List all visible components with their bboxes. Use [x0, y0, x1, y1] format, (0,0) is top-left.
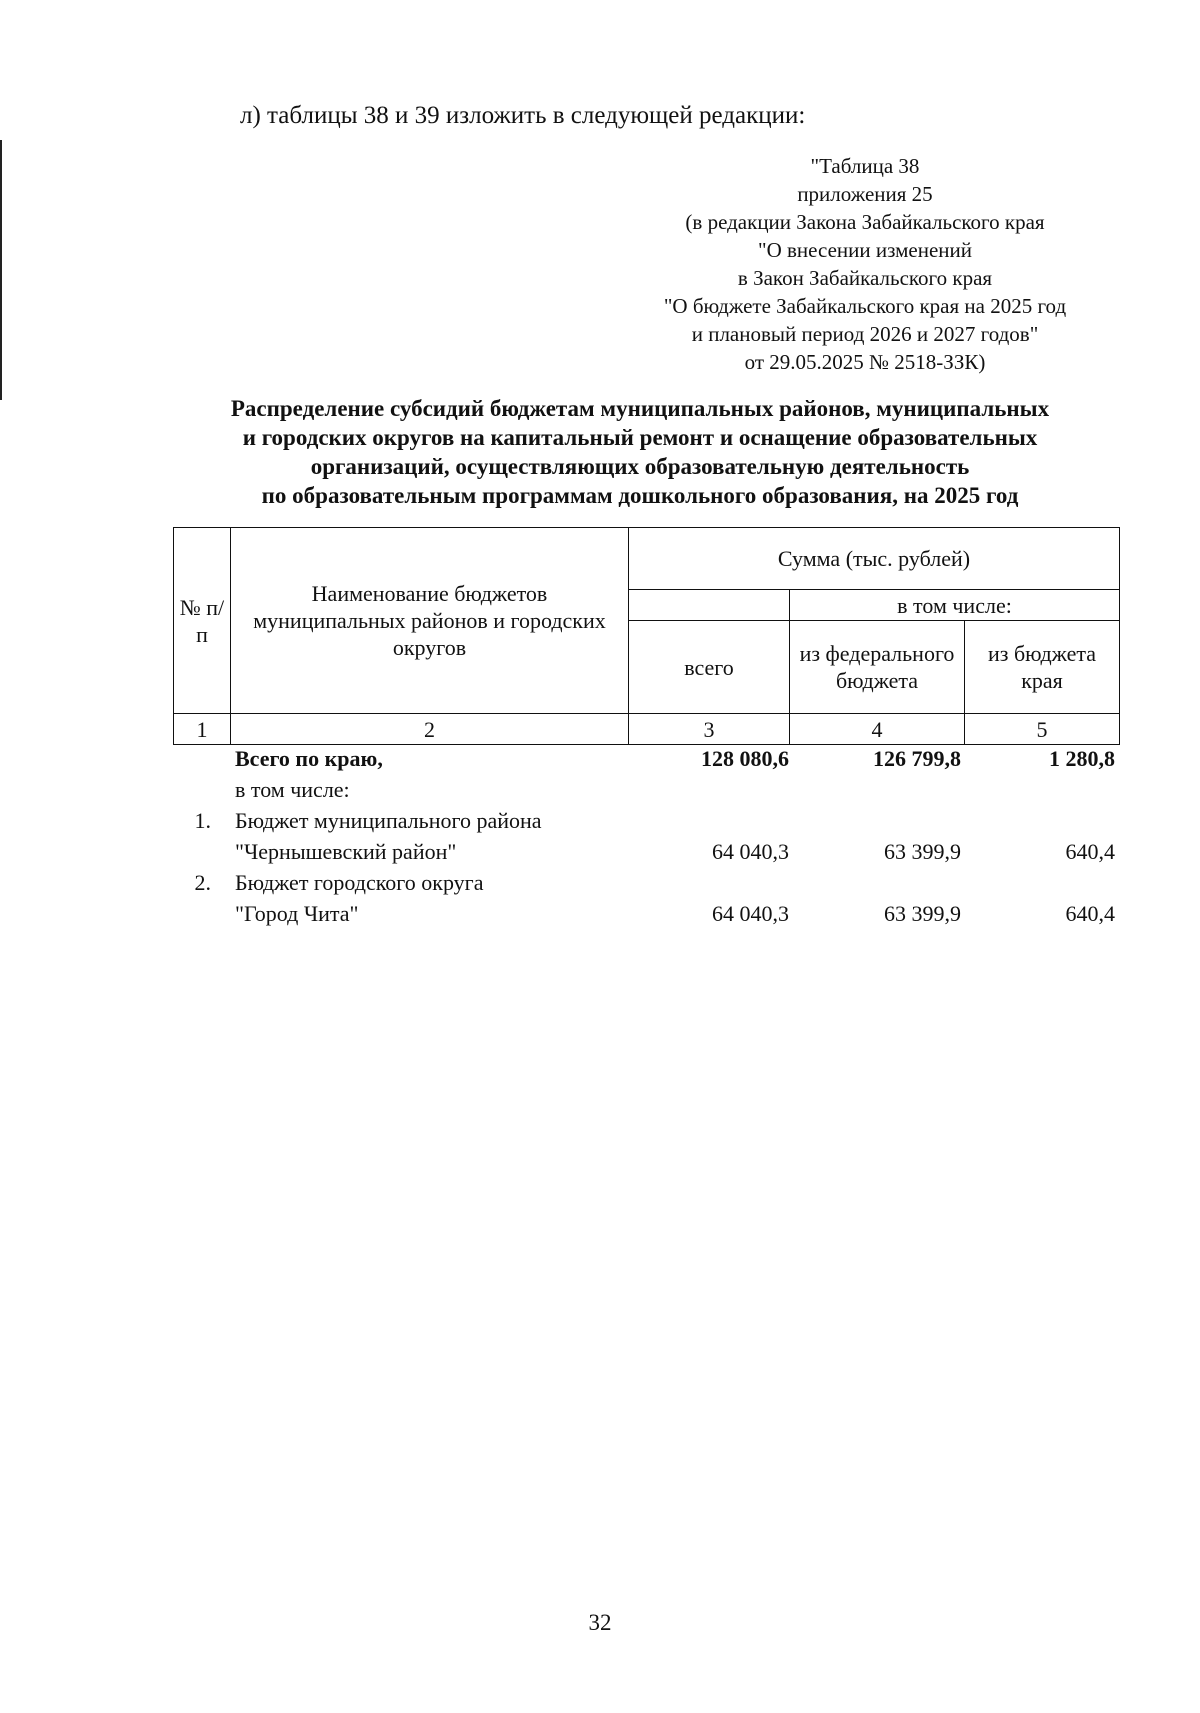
table-row-continued — [173, 901, 1119, 932]
column-number: 5 — [965, 714, 1120, 745]
total-row — [173, 746, 1119, 777]
row-regional: 640,4 — [1065, 839, 1115, 864]
total-label: Всего по краю, — [235, 746, 383, 771]
total-sum: 128 080,6 — [701, 746, 789, 771]
header-regional: из бюджета края — [965, 621, 1120, 714]
header-federal: из федерального бюджета — [790, 621, 965, 714]
title-line: и городских округов на капитальный ремонт и оснащение образовательных — [242, 425, 1038, 450]
table-body — [173, 746, 1119, 932]
including-label: в том числе: — [235, 777, 350, 802]
row-name: Бюджет муниципального района — [235, 808, 542, 833]
epigraph-line: (в редакции Закона Забайкальского края — [685, 210, 1045, 234]
table-row-continued — [173, 839, 1119, 870]
epigraph-line: и плановый период 2026 и 2027 годов" — [691, 322, 1039, 346]
scan-edge-mark — [0, 140, 2, 400]
table-epigraph — [620, 152, 1110, 376]
row-name: "Чернышевский район" — [235, 839, 457, 864]
title-line: Распределение субсидий бюджетам муниципальных районов, муниципальных — [230, 396, 1050, 421]
table-header — [173, 527, 1120, 745]
total-regional: 1 280,8 — [1049, 746, 1115, 771]
intro-paragraph: л) таблицы 38 и 39 изложить в следующей редакции: — [240, 102, 806, 129]
row-regional: 640,4 — [1065, 901, 1115, 926]
row-total: 64 040,3 — [712, 901, 789, 926]
row-name: "Город Чита" — [235, 901, 359, 926]
header-sum: Сумма (тыс. рублей) — [629, 528, 1120, 590]
epigraph-line: от 29.05.2025 № 2518-ЗЗК) — [744, 350, 986, 374]
row-name: Бюджет городского округа — [235, 870, 484, 895]
epigraph-line: приложения 25 — [797, 182, 933, 206]
row-federal: 63 399,9 — [884, 901, 961, 926]
page-number: 32 — [588, 1610, 612, 1635]
title-line: организаций, осуществляющих образовательную деятельность — [310, 454, 970, 479]
document-title — [160, 394, 1120, 510]
header-name: Наименование бюджетов муниципальных районов и городских округов — [231, 528, 629, 714]
row-federal: 63 399,9 — [884, 839, 961, 864]
column-number: 2 — [231, 714, 629, 745]
header-total: всего — [629, 621, 790, 714]
table-row — [173, 808, 1119, 839]
row-number: 2. — [194, 870, 211, 895]
row-total: 64 040,3 — [712, 839, 789, 864]
header-including: в том числе: — [790, 590, 1120, 621]
epigraph-line: "Таблица 38 — [810, 154, 920, 178]
epigraph-line: в Закон Забайкальского края — [737, 266, 993, 290]
including-row — [173, 777, 1119, 808]
column-number: 3 — [629, 714, 790, 745]
column-number: 4 — [790, 714, 965, 745]
row-number: 1. — [194, 808, 211, 833]
title-line: по образовательным программам дошкольного образования, на 2025 год — [261, 483, 1019, 508]
epigraph-line: "О бюджете Забайкальского края на 2025 год — [663, 294, 1067, 318]
column-number: 1 — [174, 714, 231, 745]
epigraph-line: "О внесении изменений — [758, 238, 972, 262]
table-row — [173, 870, 1119, 901]
total-federal: 126 799,8 — [873, 746, 961, 771]
header-num: № п/п — [174, 528, 231, 714]
